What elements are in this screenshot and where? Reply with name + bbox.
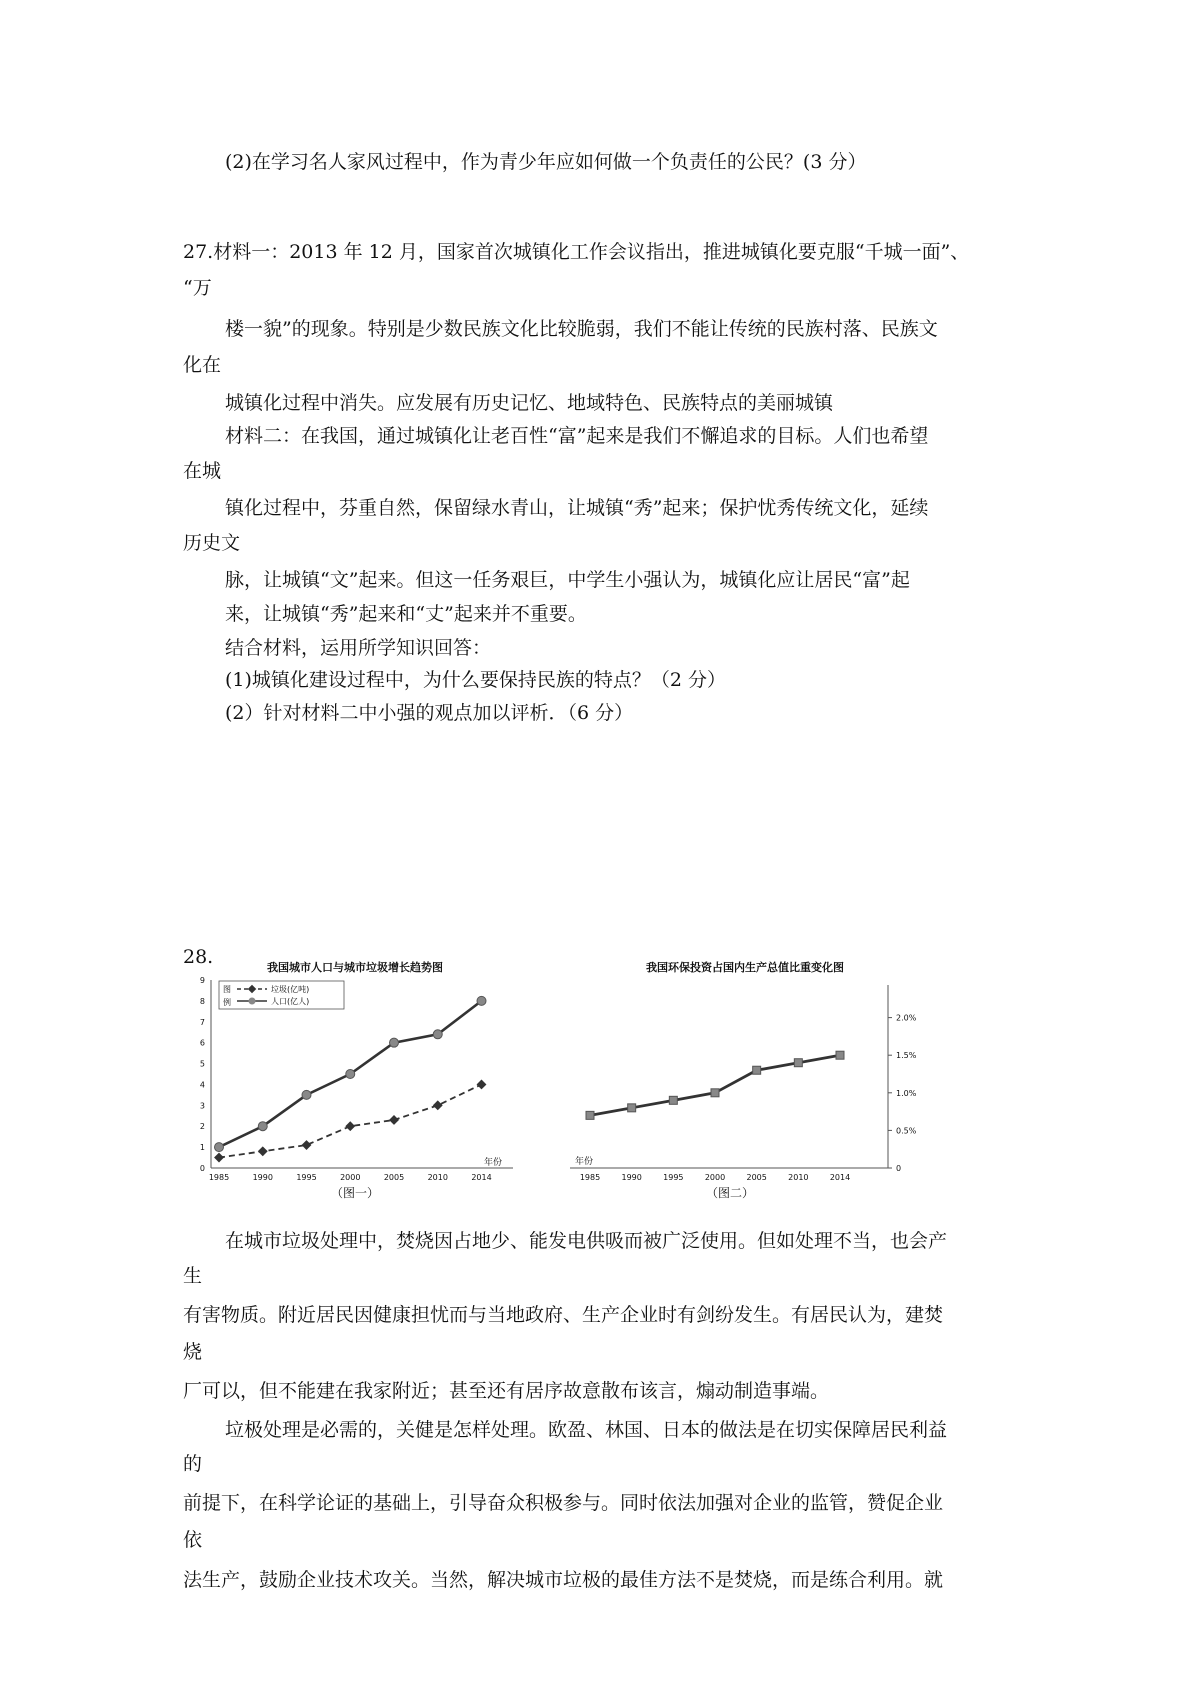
y-tick-label: 5 <box>199 1059 205 1069</box>
chart-figure-1 <box>183 955 528 1205</box>
x-axis-label: 年份 <box>574 1157 594 1167</box>
y-tick-label: 0 <box>896 1164 902 1173</box>
x-tick-label: 2014 <box>471 1173 492 1182</box>
data-point <box>389 1115 399 1125</box>
q27-line: (2）针对材料二中小强的观点加以评析．（6 分） <box>225 702 634 724</box>
q27-line: 材料二：在我国，通过城镇化让老百性“富”起来是我们不懈追求的目标。人们也希望 <box>225 425 929 447</box>
y-tick-label: 6 <box>199 1038 205 1048</box>
legend-marker <box>249 998 256 1005</box>
q27-line: 来，让城镇“秀”起来和“丈”起来并不重要。 <box>225 603 587 625</box>
x-tick-label: 2005 <box>746 1173 767 1182</box>
x-tick-label: 2000 <box>340 1173 361 1182</box>
legend-title: 例 <box>223 998 231 1007</box>
x-tick-label: 2010 <box>788 1173 809 1182</box>
y-tick-label: 0 <box>199 1164 205 1173</box>
data-point <box>346 1070 355 1079</box>
q27-line: 楼一貌”的现象。特别是少数民族文化比较脆弱，我们不能让传统的民族村落、民族文 <box>225 318 938 340</box>
x-tick-label: 1985 <box>208 1173 230 1182</box>
q28-line: 法生产，鼓励企业技术攻关。当然，解决城市垃极的最佳方法不是焚烧，而是练合利用。就 <box>183 1569 944 1591</box>
data-point <box>477 1079 487 1089</box>
q27-line: 在城 <box>183 460 222 482</box>
q28-line: 烧 <box>183 1341 203 1363</box>
data-point <box>477 996 486 1005</box>
q28-number: 28. <box>183 946 214 968</box>
q28-line: 生 <box>183 1265 203 1287</box>
data-point <box>345 1121 355 1131</box>
q28-line: 的 <box>183 1453 203 1475</box>
q27-line: 27.材料一：2013 年 12 月，国家首次城镇化工作会议指出，推进城镇化要克服“千城一面”、 <box>183 241 970 263</box>
y-tick-label: 4 <box>199 1080 205 1090</box>
data-point <box>258 1146 268 1156</box>
chart-title: 我国环保投资占国内生产总值比重变化图 <box>646 961 844 974</box>
data-point <box>669 1096 677 1104</box>
x-tick-label: 1995 <box>296 1173 317 1182</box>
q27-line: (1)城镇化建设过程中，为什么要保持民族的特点？（2 分） <box>225 669 727 691</box>
data-point <box>214 1153 224 1163</box>
x-tick-label: 1990 <box>252 1173 273 1182</box>
x-tick-label: 2014 <box>829 1173 851 1182</box>
q28-line: 垃极处理是必需的，关健是怎样处理。欧盈、林国、日本的做法是在切实保障居民利益 <box>225 1419 948 1441</box>
chart-title: 我国城市人口与城市垃圾增长趋势图 <box>267 961 443 974</box>
legend-label: 垃圾(亿吨) <box>271 985 310 994</box>
y-tick-label: 2 <box>199 1122 205 1132</box>
data-point <box>433 1030 442 1039</box>
q27-line: 脉，让城镇“文”起来。但这一任务艰巨，中学生小强认为，城镇化应让居民“富”起 <box>225 569 910 591</box>
x-axis-label: 年份 <box>483 1158 503 1168</box>
q27-line: 化在 <box>183 354 222 376</box>
x-tick-label: 1990 <box>621 1173 642 1182</box>
data-point <box>390 1038 399 1047</box>
q28-line: 依 <box>183 1529 203 1551</box>
y-tick-label: 1.5% <box>896 1051 917 1061</box>
q28-line: 前提下，在科学论证的基础上，引导奋众积极参与。同时依法加强对企业的监管，赞促企业 <box>183 1492 944 1514</box>
data-point <box>215 1143 224 1152</box>
population-garbage-chart <box>183 955 528 1205</box>
q28-line: 厂可以，但不能建在我家附近；甚至还有居序故意散布该言，煽动制造事端。 <box>183 1380 830 1402</box>
y-tick-label: 1.0% <box>896 1088 917 1098</box>
y-tick-label: 2.0% <box>896 1013 917 1023</box>
y-tick-label: 3 <box>199 1101 205 1111</box>
x-tick-label: 2000 <box>704 1173 726 1182</box>
data-point <box>302 1090 311 1099</box>
data-point <box>836 1051 844 1059</box>
data-point <box>753 1066 761 1074</box>
y-tick-label: 8 <box>199 996 205 1006</box>
legend-label: 人口(亿人) <box>271 997 310 1006</box>
legend-title: 图 <box>223 985 231 994</box>
data-point <box>711 1089 719 1097</box>
q27-line: 城镇化过程中消失。应发展有历史记忆、地域特色、民族特点的美丽城镇 <box>225 392 834 414</box>
q26-part2: (2)在学习名人家风过程中，作为青少年应如何做一个负责任的公民？(3 分） <box>225 151 867 173</box>
y-tick-label: 9 <box>199 976 205 985</box>
x-tick-label: 1995 <box>663 1173 684 1182</box>
series-line <box>219 1084 482 1157</box>
y-tick-label: 7 <box>199 1017 205 1027</box>
env-investment-chart <box>570 955 940 1205</box>
x-tick-label: 2010 <box>427 1173 448 1182</box>
data-point <box>628 1104 636 1112</box>
data-point <box>794 1059 802 1067</box>
data-point <box>433 1100 443 1110</box>
y-tick-label: 1 <box>199 1143 205 1153</box>
q27-line: “万 <box>183 277 212 299</box>
q28-line: 有害物质。附近居民因健康担忧而与当地政府、生产企业时有剑纷发生。有居民认为，建焚 <box>183 1304 944 1326</box>
chart-caption: （图一） <box>330 1186 380 1200</box>
data-point <box>586 1111 594 1119</box>
y-tick-label: 0.5% <box>896 1126 917 1136</box>
q28-line: 在城市垃圾处理中，焚烧因占地少、能发电供吸而被广泛使用。但如处理不当，也会产 <box>225 1230 948 1252</box>
q27-line: 历史文 <box>183 532 241 554</box>
q27-line: 结合材料，运用所学知识回答： <box>225 637 492 659</box>
chart-figure-2 <box>570 955 940 1205</box>
chart-caption: （图二） <box>705 1186 755 1200</box>
x-tick-label: 2005 <box>383 1173 405 1182</box>
data-point <box>258 1122 267 1131</box>
x-tick-label: 1985 <box>579 1173 601 1182</box>
data-point <box>302 1140 312 1150</box>
q27-line: 镇化过程中，芬重自然，保留绿水青山，让城镇“秀”起来；保护忧秀传统文化，延续 <box>225 497 929 519</box>
